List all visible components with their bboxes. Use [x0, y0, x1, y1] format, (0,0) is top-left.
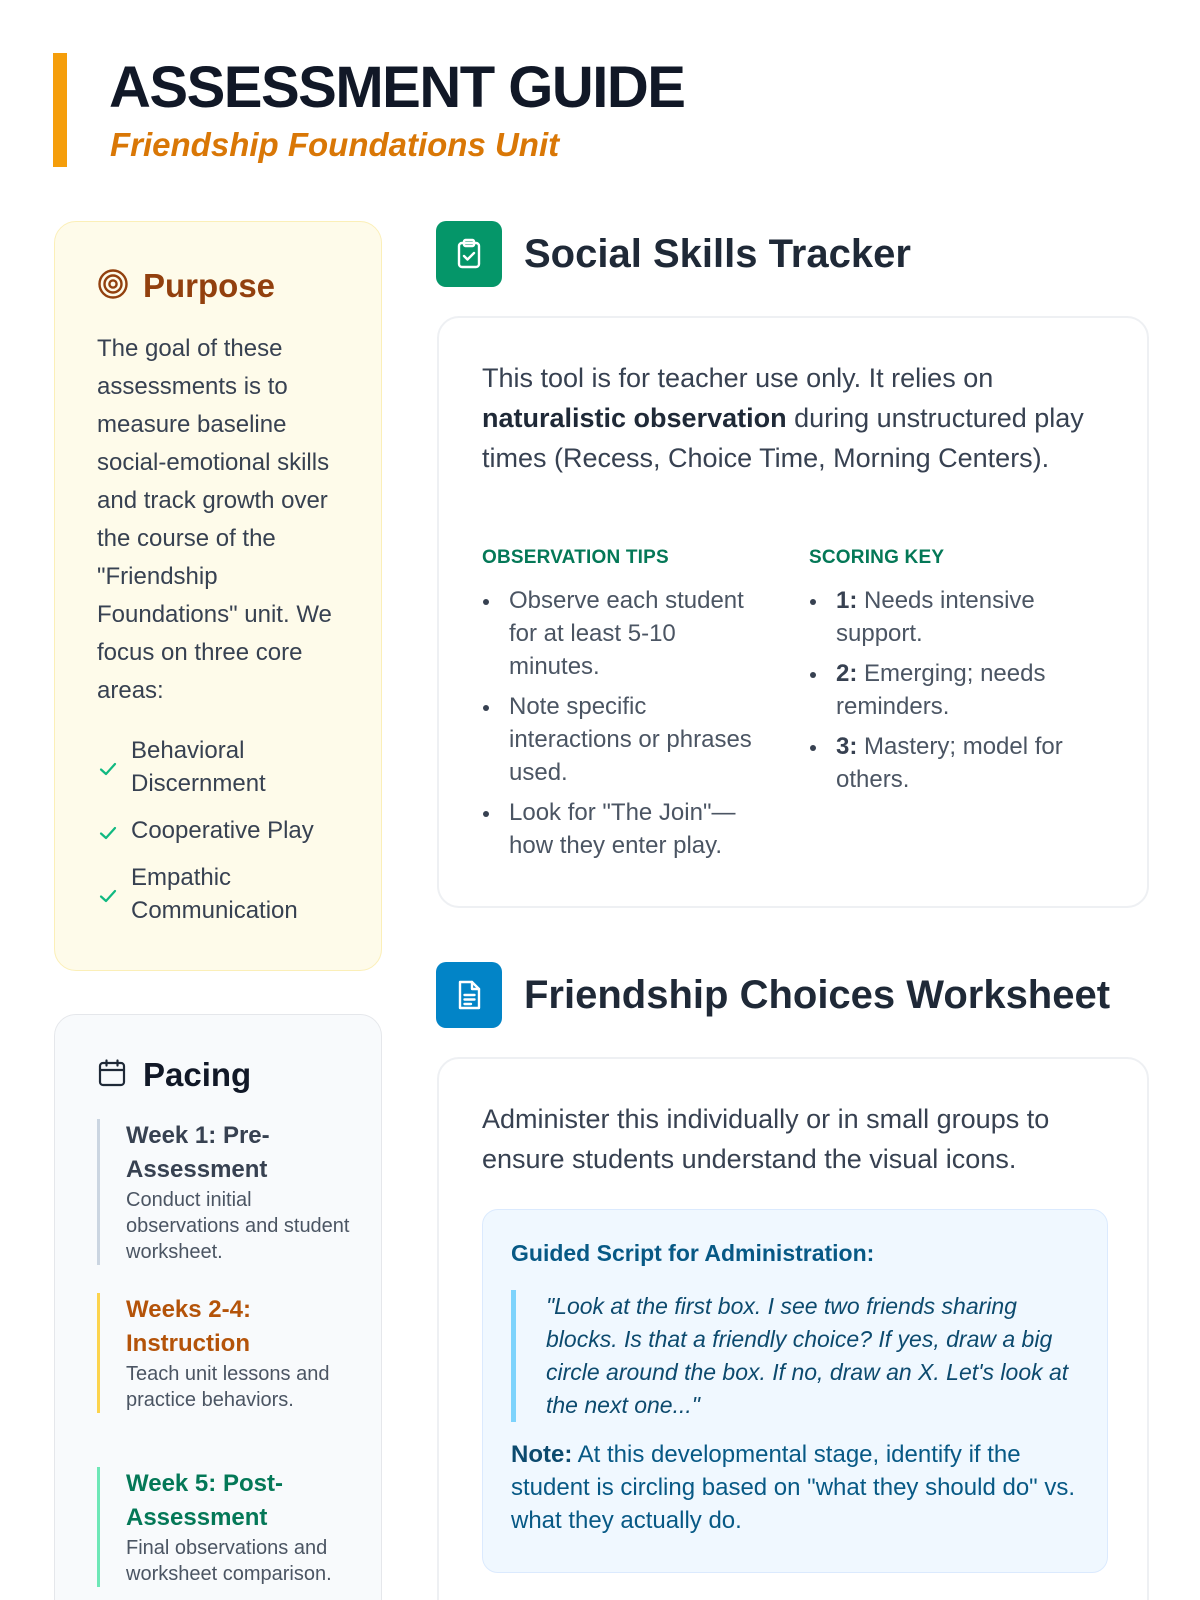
- tracker-title: Social Skills Tracker: [524, 231, 911, 276]
- accent-bar: [53, 53, 67, 167]
- page-title: ASSESSMENT GUIDE: [109, 55, 685, 120]
- list-item: [97, 861, 367, 927]
- observation-tips-heading: OBSERVATION TIPS: [482, 547, 669, 568]
- pacing-item-desc: Final observations and worksheet comparison.: [126, 1537, 332, 1585]
- score-desc: Mastery; model for others.: [836, 733, 1063, 793]
- script-note: [511, 1438, 1081, 1537]
- note-text: At this developmental stage, identify if the student is circling based on "what they should do" vs. what they actually do.: [511, 1441, 1076, 1534]
- list-item: [809, 730, 1099, 796]
- worksheet-card: [437, 1057, 1149, 1600]
- tracker-intro-text: This tool is for teacher use only. It relies on: [482, 363, 994, 393]
- pacing-item-weeks-2-4: [97, 1293, 359, 1413]
- tracker-card: [437, 316, 1149, 908]
- scoring-key-heading: SCORING KEY: [809, 547, 945, 568]
- pacing-item-title: Week 1: Pre-Assessment: [126, 1122, 270, 1183]
- tracker-header: [436, 221, 911, 287]
- guided-script-box: [482, 1209, 1108, 1573]
- score-value: 2:: [836, 660, 858, 687]
- page-subtitle: Friendship Foundations Unit: [110, 126, 560, 163]
- list-item: [809, 584, 1099, 650]
- worksheet-header: [436, 962, 1110, 1028]
- target-icon: [97, 268, 129, 305]
- tracker-intro: [482, 358, 1112, 478]
- pacing-header: [97, 1055, 251, 1095]
- tracker-intro-text: during unstructured play times (Recess, Choice Time, Morning Centers).: [482, 403, 1084, 473]
- document-icon: [436, 962, 502, 1028]
- list-item: Look for "The Join"—how they enter play.: [482, 796, 767, 862]
- list-item: [97, 734, 367, 800]
- list-item: Observe each student for at least 5-10 minutes.: [482, 584, 767, 683]
- header: [53, 53, 853, 167]
- score-value: 1:: [836, 587, 858, 614]
- tracker-intro-emphasis: naturalistic observation: [482, 403, 787, 433]
- purpose-text: The goal of these assessments is to measure baseline social-emotional skills and track growth over the course of the "Friendship Foundations" unit. We focus on three core areas:: [97, 335, 332, 704]
- list-item: Note specific interactions or phrases used.: [482, 690, 767, 789]
- purpose-header: [97, 266, 275, 306]
- pacing-item-week-5: [97, 1467, 359, 1587]
- core-area-label: Behavioral Discernment: [131, 737, 266, 797]
- check-icon: [97, 756, 119, 778]
- score-value: 3:: [836, 733, 858, 760]
- purpose-card: [54, 221, 382, 971]
- list-item: [809, 657, 1099, 723]
- scoring-key-list: [809, 584, 1099, 803]
- pacing-title: Pacing: [143, 1056, 252, 1093]
- pacing-item-title: Week 5: Post-Assessment: [126, 1470, 283, 1531]
- core-area-label: Empathic Communication: [131, 864, 298, 924]
- score-desc: Emerging; needs reminders.: [836, 660, 1046, 720]
- purpose-title: Purpose: [143, 267, 276, 304]
- script-heading: Guided Script for Administration:: [511, 1240, 875, 1266]
- check-icon: [97, 820, 119, 842]
- script-quote: "Look at the first box. I see two friends sharing blocks. Is that a friendly choice? If yes, draw a big circle around the box. If no, draw an X. Let's look at the next one...": [511, 1290, 1081, 1422]
- pacing-item-week-1: [97, 1119, 359, 1265]
- pacing-item-desc: Teach unit lessons and practice behaviors.: [126, 1363, 330, 1411]
- pacing-card: [54, 1014, 382, 1600]
- score-desc: Needs intensive support.: [836, 587, 1035, 647]
- core-area-label: Cooperative Play: [131, 817, 314, 844]
- note-label: Note:: [511, 1441, 573, 1468]
- worksheet-title: Friendship Choices Worksheet: [524, 972, 1111, 1017]
- worksheet-intro: Administer this individually or in small groups to ensure students understand the visual icons.: [482, 1104, 1050, 1174]
- observation-tips-list: [482, 584, 767, 869]
- check-icon: [97, 883, 119, 905]
- pacing-item-title: Weeks 2-4: Instruction: [126, 1296, 251, 1357]
- list-item: [97, 814, 367, 847]
- core-areas-list: [97, 734, 367, 941]
- calendar-icon: [97, 1058, 127, 1093]
- pacing-item-desc: Conduct initial observations and student worksheet.: [126, 1189, 350, 1263]
- clipboard-check-icon: [436, 221, 502, 287]
